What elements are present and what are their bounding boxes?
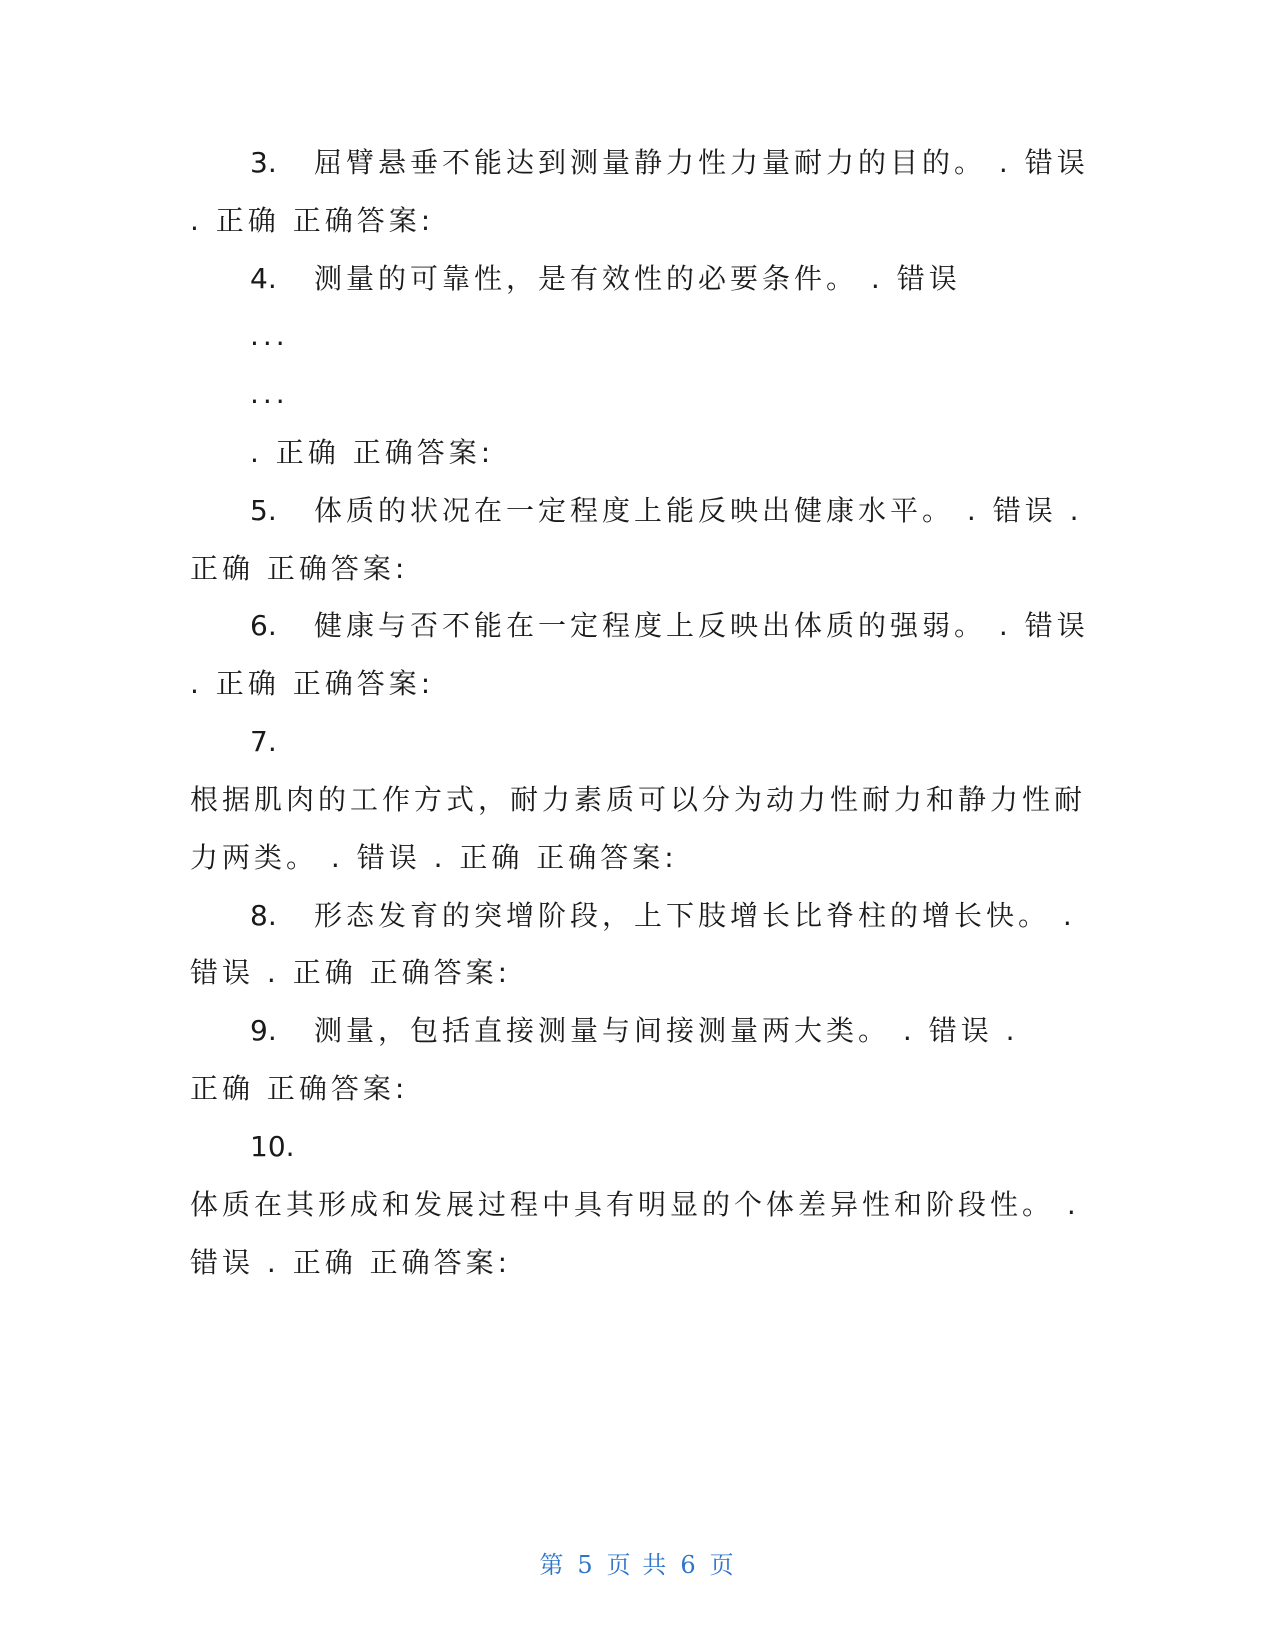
answer-line: 正确 正确答案:	[190, 552, 409, 585]
question-text: 屈臂悬垂不能达到测量静力性力量耐力的目的。 . 错误	[314, 146, 1089, 179]
question-number: 3.	[250, 146, 277, 179]
answer-line: 力两类。 . 错误 . 正确 正确答案:	[190, 841, 678, 874]
question-text: 测量，包括直接测量与间接测量两大类。 . 错误 .	[314, 1014, 1019, 1047]
question-text-line: 体质在其形成和发展过程中具有明显的个体差异性和阶段性。 .	[190, 1188, 1080, 1221]
question-number: 4.	[250, 262, 277, 295]
question-number: 8.	[250, 899, 277, 932]
question-text: 体质的状况在一定程度上能反映出健康水平。 . 错误 .	[314, 494, 1083, 527]
question-8-line	[250, 898, 1150, 934]
question-4-line	[250, 261, 1150, 297]
question-number: 10.	[250, 1130, 295, 1163]
ellipsis-line: ...	[250, 319, 289, 352]
answer-line: . 正确 正确答案:	[250, 436, 495, 469]
question-9-line	[250, 1013, 1150, 1049]
question-number: 6.	[250, 609, 277, 642]
question-5-line	[250, 493, 1150, 529]
current-page-number: 5	[577, 1551, 595, 1579]
question-text: 测量的可靠性，是有效性的必要条件。 . 错误	[314, 262, 961, 295]
question-10-line	[250, 1129, 1150, 1165]
answer-line: 错误 . 正确 正确答案:	[190, 1246, 512, 1279]
question-text: 健康与否不能在一定程度上反映出体质的强弱。 . 错误	[314, 609, 1089, 642]
question-number: 5.	[250, 494, 277, 527]
question-3-line	[250, 145, 1150, 181]
page-footer	[0, 1545, 1275, 1580]
answer-line: 错误 . 正确 正确答案:	[190, 956, 512, 989]
question-text-line: 根据肌肉的工作方式，耐力素质可以分为动力性耐力和静力性耐	[190, 783, 1087, 816]
ellipsis-line: ...	[250, 377, 289, 410]
question-text: 形态发育的突增阶段，上下肢增长比脊柱的增长快。 .	[314, 899, 1076, 932]
footer-prefix: 第	[539, 1551, 566, 1579]
question-7-line	[250, 724, 1150, 760]
answer-line: . 正确 正确答案:	[190, 204, 435, 237]
question-6-line	[250, 608, 1150, 644]
footer-suffix: 页	[709, 1551, 736, 1579]
answer-line: 正确 正确答案:	[190, 1072, 409, 1105]
question-number: 7.	[250, 725, 277, 758]
question-number: 9.	[250, 1014, 277, 1047]
answer-line: . 正确 正确答案:	[190, 667, 435, 700]
footer-middle: 页 共	[606, 1551, 669, 1579]
total-page-number: 6	[680, 1551, 698, 1579]
